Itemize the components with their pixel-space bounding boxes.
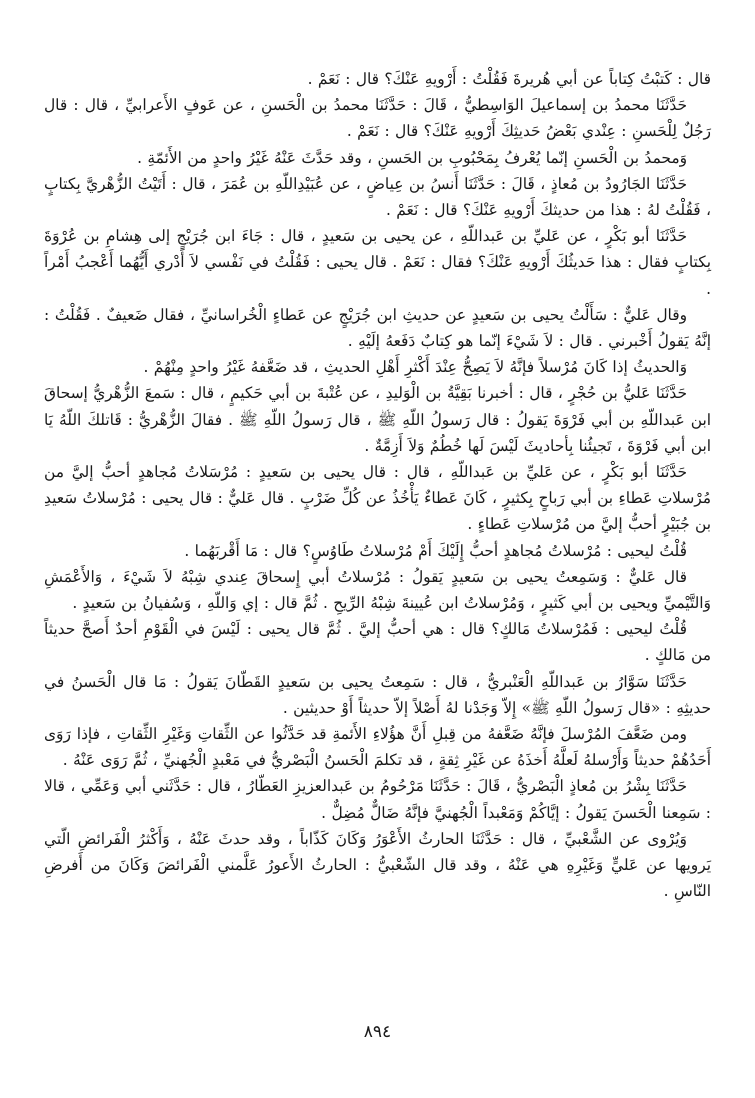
paragraph-4: حَدَّثَنَا الجَارُودُ بن مُعاذٍ ، قَالَ : حَدَّثَنَا أَنسُ بن عِياضٍ ، عن عُبَيْدِاللّهِ بن عُمَرَ ، قال : أَتَيْتُ الزُّهْريَّ بِكتابٍ ، فَقُلْتُ لهُ : هذا من حديثكَ أَرْويهِ عَنْكَ؟ قال : نَعَمْ . [44, 174, 711, 220]
paragraph-1: قال : كَتبْتُ كِتاباً عن أبي هُريرةَ فَقُلْتُ : أَرْويهِ عَنْكَ؟ قال : نَعَمْ . [307, 70, 711, 88]
paragraph-3: وَمحمدُ بن الْحَسنِ إنّما يُعْرفُ بِمَحْبُوبِ بن الحَسنِ ، وقد حَدَّثَ عَنْهُ غَيْرُ واحدٍ من الأَئمّةِ . [137, 148, 687, 167]
paragraph-11: قال عَليٌّ : وَسَمِعتُ يحيى بن سَعيدٍ يَقولُ : مُرْسلاتُ أبي إِسحاقَ عِندي شِبْهُ لاَ شَيْءَ ، وَالأَعْمَشِ وَالتَّيْميِّ ويحيى بن أبي كَثيرٍ ، وَمُرْسلاتُ ابن عُيينةَ شِبْهُ الرِّيحِ . ثُمَّ قال : إي وَاللّهِ ، وَسُفيانُ بن سَعيدٍ . [44, 567, 711, 613]
paragraph-15: حَدَّثَنَا بِشْرُ بن مُعاذٍ الْبَصْريُّ ، قَالَ : حَدَّثَنَا مَرْحُومُ بن عَبدالعزيزِ العَطّارُ ، قال : حَدَّثَني أبي وَعَمِّي ، قالا : سَمِعنا الْحَسنَ يَقولُ : إيَّاكُمْ وَمَعْبداً الْجُهنيَّ فإنَّهُ ضَالٌّ مُضِلٌّ . [44, 777, 711, 822]
paragraph-7: وَالحديثُ إذا كَانَ مُرْسلاً فإنَّهُ لاَ يَصِحُّ عِنْدَ أَكْثرِ أَهْلِ الحديثِ ، قد ضَعَّفهُ غَيْرُ واحدٍ مِنْهُمْ . [143, 358, 687, 377]
paragraph-16: وَيُرْوى عن الشَّعْبيِّ ، قال : حَدَّثَنَا الحارثُ الأَعْوَرُ وَكَانَ كَذّاباً ، وقد حدثَ عَنْهُ ، وَأَكْثرُ الْفَرائضِ الّتي يَرويها عن عَليٍّ وَغَيْرِهِ هي عَنْهُ ، وقد قال الشّعْبيُّ : الحارثُ الأَعورُ عَلَّمني الْفَرائضَ وَكَانَ من أَفرضِ النّاسِ . [44, 829, 711, 901]
paragraph-8: حَدَّثَنَا عَليُّ بن حُجْرٍ ، قال : أخبرنا بَقِيَّةُ بن الْوَليدِ ، عن عُتْبةَ بن أبي حَكيمٍ ، قال : سَمعَ الزُّهْريُّ إسحاقَ ابن عَبداللّهِ بن أبي فَرْوَةَ يَقولُ : قال رَسولُ اللّهِ ﷺ ، قال رَسولُ اللّهِ ﷺ . فقالَ الزُّهْريُّ : قَاتلكَ اللّهُ يَا ابن أبي فَرْوَةَ ، تَجيئُنا بِأحاديثَ لَيْسَ لَها خُطُمٌ وَلاَ أَزِمَّةٌ . [44, 384, 711, 455]
paragraph-5: حَدَّثَنَا أبو بَكْرٍ ، عن عَليِّ بن عَبداللّهِ ، عن يحيى بن سَعيدٍ ، قال : جَاءَ ابن جُرَيْجٍ إلى هِشامِ بن عُرْوَةَ بِكتابٍ فقال : هذا حَديثُكَ أَرْويهِ عَنْكَ؟ فقال : نَعَمْ . قال يحيى : فَقُلْتُ في نَفْسي لاَ أَدْري أَيُّهُما أَعْجبُ أَمْراً . [44, 227, 711, 298]
page-body [44, 66, 711, 905]
paragraph-13: حَدَّثَنَا سَوَّارُ بن عَبداللّهِ الْعَنْبريُّ ، قال : سَمِعتُ يحيى بن سَعيدٍ القَطّانَ يَقولُ : مَا قال الْحَسنُ في حديثِهِ : «قال رَسولُ اللّهِ ﷺ» إِلاّ وَجَدْنا لهُ أَصْلاً إلاّ حديثاً أَوْ حديثين . [44, 672, 711, 717]
paragraph-6: وقال عَليٌّ : سَأَلْتُ يحيى بن سَعيدٍ عن حديثِ ابن جُرَيْجٍ عن عَطاءٍ الْخُراسانيِّ ، فقال ضَعيفٌ . فَقُلْتُ : إنَّهُ يَقولُ أَخْبرني . قال : لاَ شَيْءَ إنّما هو كِتابٌ دَفَعهُ إلَيْهِ . [44, 305, 711, 351]
paragraph-9: حَدَّثَنَا أبو بَكْرٍ ، عن عَليِّ بن عَبداللّهِ ، قال : قال يحيى بن سَعيدٍ : مُرْسَلاتُ مُجاهدٍ أحبُّ إليَّ من مُرْسلاتِ عَطاءِ بن أبي رَباحٍ بِكثيرٍ ، كَانَ عَطاءٌ يَأْخُذُ عن كُلِّ ضَرْبٍ . قال عَليٌّ : قال يحيى : مُرْسلاتُ سَعيدِ بن جُبَيْرٍ أحبُّ إليَّ من مُرْسلاتِ عَطاءٍ . [44, 463, 711, 534]
paragraph-14: ومن ضَعَّفَ المُرْسلَ فإنَّهُ ضَعَّفهُ من قِبلِ أَنَّ هؤُلاءِ الأَئمةِ قد حَدَّثُوا عن الثِّقاتِ وَغَيْرِ الثِّقاتِ ، فإذا رَوَى أَحَدُهُمْ حديثاً وَأَرْسلهُ لَعلَّهُ أَخذَهُ عن غَيْرِ ثِقةٍ ، قد تكلمَ الْحَسنُ الْبَصْريُّ في مَعْبدٍ الْجُهنيِّ ، ثُمَّ رَوَى عَنْهُ . [44, 725, 711, 770]
paragraph-10: قُلْتُ ليحيى : مُرْسلاتُ مُجاهدٍ أحبُّ إِلَيْكَ أَمْ مُرْسلاتُ طَاوُسٍ؟ قال : مَا أَقْربَهُما . [184, 541, 687, 560]
page-number: ٨٩٤ [363, 1022, 392, 1042]
paragraph-2: حَدَّثَنَا محمدُ بن إسماعيلَ الوَاسِطيُّ ، قَالَ : حَدَّثَنَا محمدُ بن الْحَسنِ ، عن عَوفٍ الأَعرابيِّ ، قال : قال رَجُلٌ لِلْحَسنِ : عِنْدي بَعْضُ حَديثِكَ أَرْويهِ عَنْكَ؟ قال : نَعَمْ . [44, 96, 711, 141]
paragraph-12: قُلْتُ ليحيى : فَمُرْسلاتُ مَالكٍ؟ قال : هي أحبُّ إليَّ . ثُمَّ قال يحيى : لَيْسَ في الْقَوْمِ أحدٌ أَصحَّ حديثاً من مَالكٍ . [44, 620, 711, 665]
